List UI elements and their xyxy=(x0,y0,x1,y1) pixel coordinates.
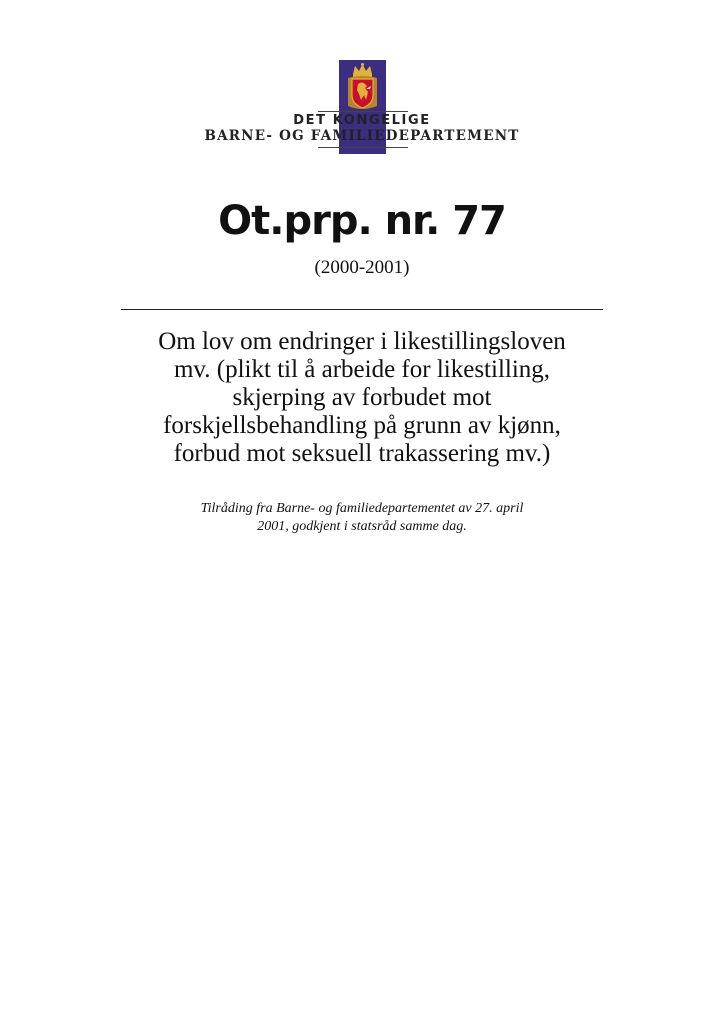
recommendation-note xyxy=(160,500,564,536)
header-rule-top xyxy=(318,111,408,112)
document-subject xyxy=(140,328,584,468)
document-title: Ot.prp. nr. 77 xyxy=(218,198,506,244)
coat-of-arms-icon xyxy=(344,62,381,112)
header-rule-bottom xyxy=(318,147,408,148)
subject-line: forbud mot seksuell trakassering mv.) xyxy=(173,440,551,467)
subject-line: Om lov om endringer i likestillingsloven xyxy=(158,328,566,355)
subject-line: forskjellsbehandling på grunn av kjønn, xyxy=(163,412,561,439)
department-heading-line2: BARNE- OG FAMILIEDEPARTEMENT xyxy=(204,128,520,144)
department-heading-line1: DET KONGELIGE xyxy=(293,113,431,128)
recommendation-line: Tilråding fra Barne- og familiedepartementet av 27. april xyxy=(200,501,524,516)
subject-line: skjerping av forbudet mot xyxy=(232,384,492,411)
recommendation-line: 2001, godkjent i statsråd samme dag. xyxy=(257,519,467,534)
session-years: (2000-2001) xyxy=(314,257,410,278)
subject-line: mv. (plikt til å arbeide for likestilling, xyxy=(173,356,551,383)
title-divider xyxy=(121,309,603,310)
